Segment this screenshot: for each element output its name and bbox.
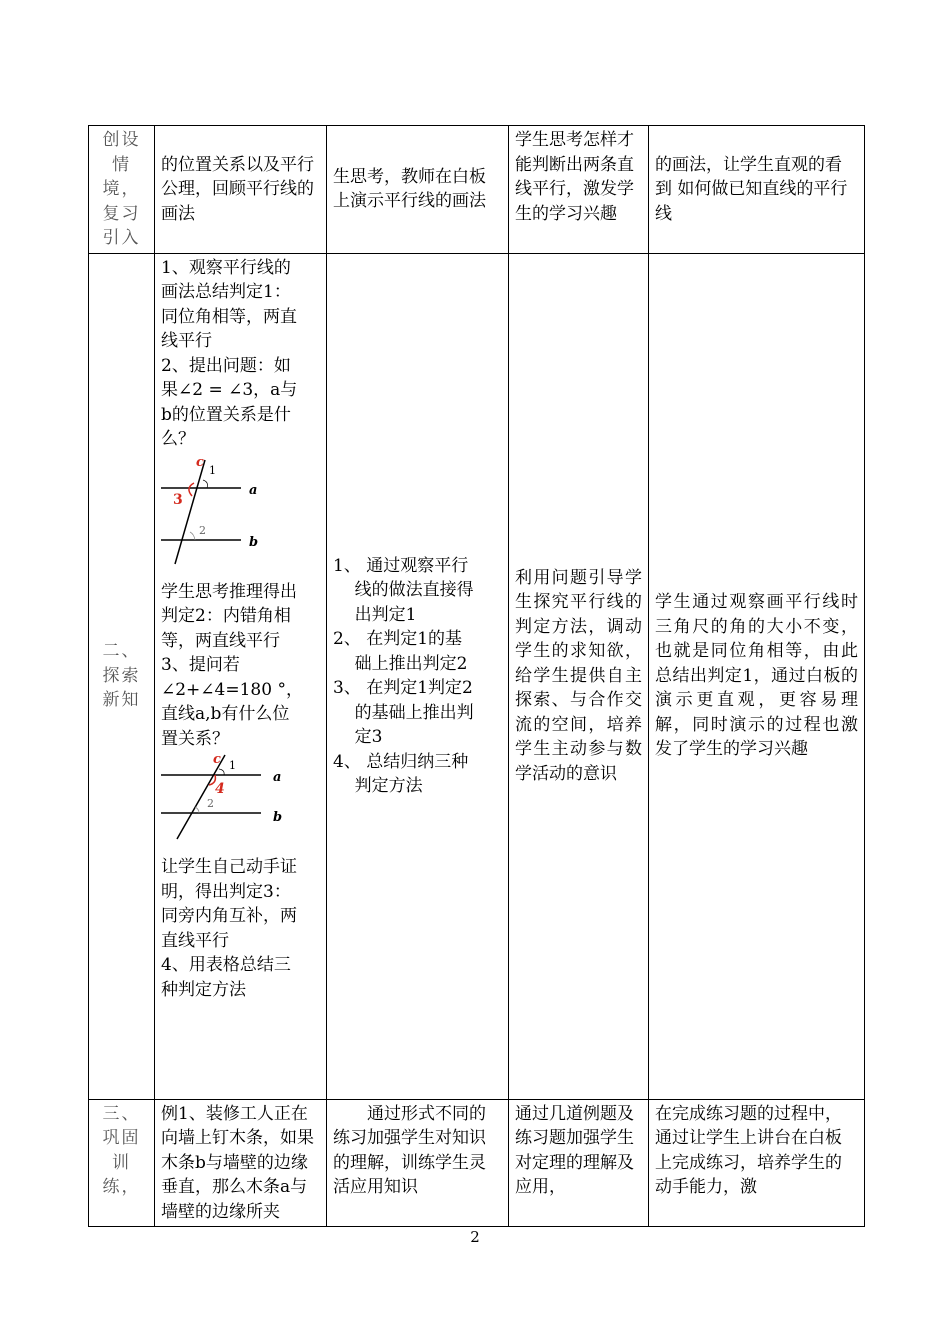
teacher-line: 1、 通过观察平行	[333, 555, 469, 576]
teacher-activity-cell	[327, 253, 509, 1099]
teacher-activity-cell: 生思考，教师在白板上演示平行线的画法	[327, 126, 509, 254]
figure-label: 2	[207, 797, 214, 810]
teacher-line: 定3	[333, 727, 383, 747]
content-cell: 例1、装修工人正在向墙上钉木条，如果木条b与墙壁的边缘垂直，那么木条a与墙壁的边缘所夹	[155, 1099, 327, 1227]
content-line: 让学生自己动手证	[161, 857, 297, 877]
teacher-line: 线的做法直接得	[333, 580, 474, 600]
student-activity-cell: 通过几道例题及练习题加强学生对定理的理解及应用，	[509, 1099, 649, 1227]
content-line: 同位角相等，两直	[161, 306, 297, 327]
stage-cell: 二、探索新知	[89, 253, 155, 1099]
content-line: 直线平行	[161, 930, 229, 951]
content-line: 画法总结判定1：	[161, 282, 291, 302]
parallel-lines-figure-2	[161, 753, 291, 849]
table-row	[89, 1099, 865, 1227]
parallel-lines-figure-1	[161, 454, 271, 574]
content-line: 线平行	[161, 331, 212, 351]
figure-label: 1	[209, 463, 216, 477]
figure-label: a	[273, 770, 282, 785]
teacher-line: 础上推出判定2	[333, 653, 468, 674]
content-line: 种判定方法	[161, 979, 246, 1000]
content-line: b的位置关系是什	[161, 404, 291, 425]
teacher-line: 的基础上推出判	[333, 702, 474, 723]
content-line: 直线a,b有什么位	[161, 704, 290, 724]
teacher-line: 2、 在判定1的基	[333, 629, 463, 649]
content-line: 等，两直线平行	[161, 630, 280, 651]
teacher-line: 出判定1	[333, 604, 417, 625]
content-line: 果∠2 = ∠3，a与	[161, 380, 298, 400]
content-line: ∠2+∠4=180 °，	[161, 679, 303, 700]
figure-label: 4	[215, 781, 225, 797]
content-line: 学生思考推理得出	[161, 581, 297, 602]
content-line: 判定2：内错角相	[161, 606, 291, 626]
content-cell	[155, 253, 327, 1099]
figure-label: c	[196, 454, 204, 470]
page-number: 2	[470, 1228, 480, 1246]
stage-cell: 三、巩固训练，	[89, 1099, 155, 1227]
content-cell: 的位置关系以及平行公理，回顾平行线的画法	[155, 126, 327, 254]
content-line: 同旁内角互补，两	[161, 906, 297, 926]
figure-label: 1	[229, 759, 236, 772]
figure-label: b	[249, 534, 259, 550]
teacher-line: 判定方法	[333, 776, 423, 796]
design-intent-cell: 的画法，让学生直观的看到 如何做已知直线的平行线	[649, 126, 865, 254]
design-intent-cell: 学生通过观察画平行线时三角尺的角的大小不变，也就是同位角相等，由此总结出判定1，通过白板的演示更直观，更容易理解，同时演示的过程也激发了学生的学习兴趣	[649, 253, 865, 1099]
figure-label: a	[249, 482, 258, 498]
content-line: 明，得出判定3：	[161, 881, 291, 902]
teacher-activity-cell: 通过形式不同的练习加强学生对知识的理解，训练学生灵活应用知识	[327, 1099, 509, 1227]
lesson-plan-table	[88, 125, 865, 1227]
content-line: 么？	[161, 429, 195, 449]
content-line: 1、观察平行线的	[161, 257, 291, 278]
teacher-line: 3、 在判定1判定2	[333, 678, 473, 698]
student-activity-cell: 利用问题引导学生探究平行线的判定方法，调动学生的求知欲，给学生提供自主探索、与合作交流的空间，培养学生主动参与数学活动的意识	[509, 253, 649, 1099]
teacher-line: 4、 总结归纳三种	[333, 751, 469, 772]
figure-label: 2	[199, 523, 206, 537]
stage-cell: 创设情境，复习引入	[89, 126, 155, 254]
content-line: 3、提问若	[161, 655, 240, 675]
student-activity-cell: 学生思考怎样才能判断出两条直线平行，激发学生的学习兴趣	[509, 126, 649, 254]
table-row	[89, 253, 865, 1099]
content-line: 置关系？	[161, 728, 229, 749]
figure-label: c	[213, 753, 221, 767]
figure-label: 3	[173, 491, 183, 508]
content-line: 4、用表格总结三	[161, 955, 291, 975]
content-line: 2、提出问题：如	[161, 355, 291, 376]
figure-label: b	[273, 810, 283, 825]
table-row	[89, 126, 865, 254]
design-intent-cell: 在完成练习题的过程中，通过让学生上讲台在白板上完成练习，培养学生的动手能力，激	[649, 1099, 865, 1227]
